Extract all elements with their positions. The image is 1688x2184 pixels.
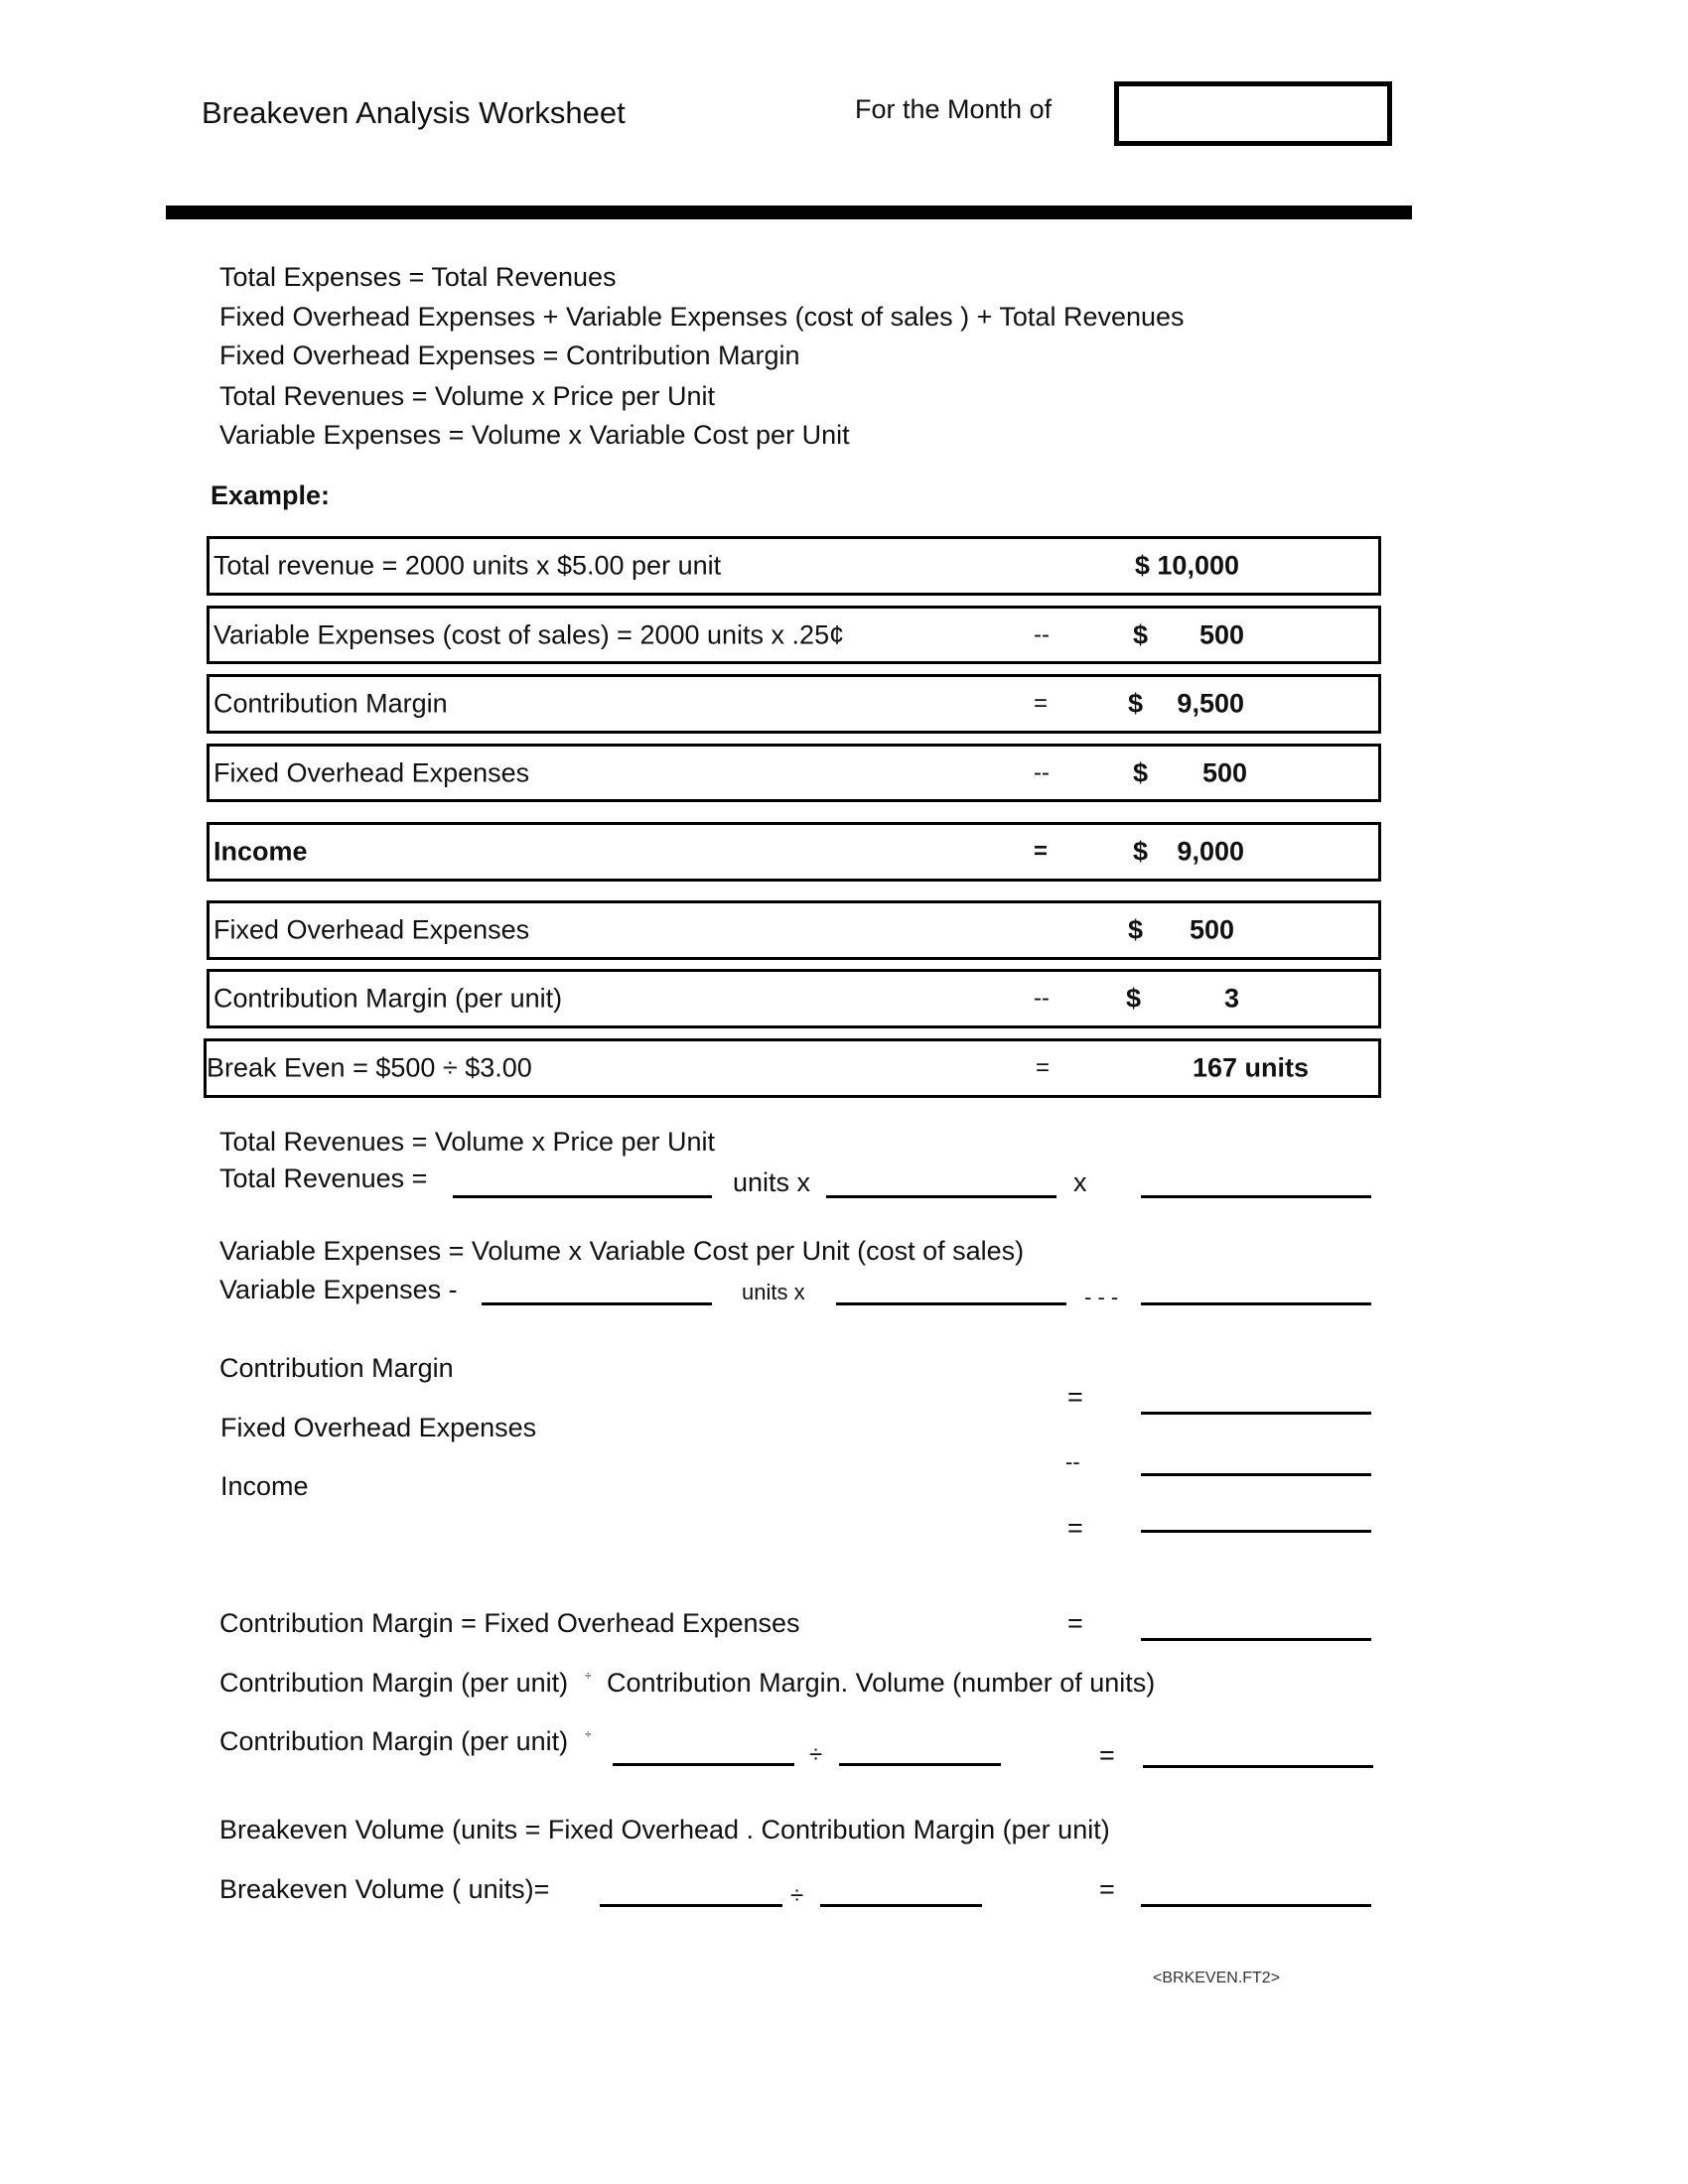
equation: Variable Expenses = Volume x Variable Cost per Unit [219, 420, 850, 450]
breakeven-label: Breakeven Volume ( units)= [219, 1874, 550, 1904]
revenue-volume-blank[interactable] [453, 1195, 712, 1198]
breakeven-numerator-blank[interactable] [600, 1904, 782, 1907]
page-title: Breakeven Analysis Worksheet [202, 95, 626, 130]
variable-dash: - - - [1084, 1285, 1119, 1309]
row-label: Fixed Overhead Expenses [213, 757, 530, 787]
cm-per-unit-result-blank[interactable] [1143, 1765, 1373, 1768]
row-label: Contribution Margin (per unit) [213, 983, 563, 1014]
row-dollar: $ [1133, 619, 1149, 649]
example-row [207, 900, 1381, 960]
example-row [207, 744, 1381, 802]
breakeven-divide: ÷ [790, 1882, 804, 1909]
example-heading: Example: [211, 480, 331, 510]
row-label: Break Even = $500 ÷ $3.00 [207, 1052, 532, 1083]
cm-per-unit-equals: = [1099, 1740, 1115, 1770]
example-row [207, 536, 1381, 596]
revenue-label: Total Revenues = [219, 1163, 428, 1193]
variable-label: Variable Expenses - [219, 1275, 458, 1304]
variable-formula: Variable Expenses = Volume x Variable Cost per Unit (cost of sales) [219, 1236, 1025, 1266]
row-label: Variable Expenses (cost of sales) = 2000 units x .25¢ [213, 619, 845, 649]
row-value: 167 units [1192, 1052, 1309, 1083]
equation: Total Expenses = Total Revenues [219, 262, 617, 292]
cm-per-unit-sup: ÷ [585, 1727, 592, 1741]
equation: Fixed Overhead Expenses + Variable Expenses (cost of sales ) + Total Revenues [219, 302, 1185, 332]
cm-per-unit-denominator-blank[interactable] [839, 1763, 1001, 1766]
variable-units-label: units x [742, 1280, 805, 1304]
equation: Total Revenues = Volume x Price per Unit [219, 381, 715, 411]
variable-cost-blank[interactable] [836, 1302, 1066, 1305]
example-row [207, 606, 1381, 664]
breakeven-equals: = [1099, 1874, 1115, 1904]
variable-volume-blank[interactable] [482, 1302, 712, 1305]
revenue-price-blank[interactable] [826, 1195, 1056, 1198]
row-operator: -- [1034, 985, 1050, 1012]
equation: Fixed Overhead Expenses = Contribution Margin [219, 341, 800, 370]
row-operator: = [1034, 690, 1049, 717]
breakeven-denominator-blank[interactable] [820, 1904, 982, 1907]
cm-per-unit-label: Contribution Margin (per unit) [219, 1726, 569, 1756]
header-divider [166, 205, 1412, 219]
row-label: Fixed Overhead Expenses [213, 914, 530, 945]
cm-equals: = [1067, 1382, 1083, 1412]
cm-per-unit-formula-div: ÷ [585, 1669, 592, 1683]
revenue-formula: Total Revenues = Volume x Price per Unit [219, 1127, 715, 1157]
footer-code: <BRKEVEN.FT2> [1153, 1970, 1281, 1986]
row-value: 9,000 [1177, 836, 1244, 867]
example-row [207, 674, 1381, 734]
revenue-x: x [1073, 1167, 1087, 1197]
row-label: Contribution Margin [213, 688, 448, 719]
contribution-margin-blank[interactable] [1141, 1412, 1371, 1415]
cm-per-unit-formula-a: Contribution Margin (per unit) [219, 1668, 569, 1698]
fixed-overhead-blank[interactable] [1141, 1473, 1371, 1476]
income-equals: = [1067, 1513, 1083, 1543]
revenue-units-label: units x [733, 1167, 811, 1197]
row-value: 9,500 [1177, 688, 1244, 719]
row-operator: -- [1034, 620, 1050, 648]
row-value: 500 [1198, 619, 1244, 649]
row-label: Total revenue = 2000 units x $5.00 per unit [213, 550, 722, 581]
cm-per-unit-formula-b: Contribution Margin. Volume (number of units) [607, 1668, 1156, 1698]
cm-foe-formula: Contribution Margin = Fixed Overhead Expenses [219, 1608, 800, 1638]
income-label: Income [220, 1471, 309, 1501]
row-dollar: $ [1133, 757, 1149, 787]
month-label: For the Month of [855, 94, 1053, 124]
revenue-total-blank[interactable] [1141, 1195, 1371, 1198]
example-row-income [207, 822, 1381, 882]
example-row [207, 969, 1381, 1028]
cm-foe-blank[interactable] [1141, 1638, 1371, 1641]
row-dollar: $ [1126, 983, 1142, 1014]
variable-total-blank[interactable] [1141, 1302, 1371, 1305]
row-dollar: $ [1128, 914, 1144, 945]
row-label: Income [213, 836, 308, 867]
row-value: $ 10,000 [1134, 550, 1239, 581]
row-operator: = [1034, 838, 1049, 865]
cm-per-unit-numerator-blank[interactable] [613, 1763, 794, 1766]
row-operator: = [1036, 1054, 1051, 1081]
fixed-overhead-label: Fixed Overhead Expenses [220, 1413, 537, 1442]
row-dollar: $ [1133, 836, 1149, 867]
row-value: 3 [1223, 983, 1239, 1014]
foe-minus: -- [1065, 1449, 1080, 1474]
month-input-box[interactable] [1114, 81, 1392, 146]
row-dollar: $ [1128, 688, 1144, 719]
income-blank[interactable] [1141, 1530, 1371, 1533]
breakeven-formula: Breakeven Volume (units = Fixed Overhead . Contribution Margin (per unit) [219, 1815, 1110, 1844]
row-operator: -- [1034, 758, 1050, 786]
contribution-margin-label: Contribution Margin [219, 1353, 454, 1383]
cm-per-unit-divide: ÷ [809, 1741, 823, 1768]
example-row-breakeven [204, 1038, 1381, 1098]
cm-foe-equals: = [1067, 1608, 1083, 1638]
breakeven-result-blank[interactable] [1141, 1904, 1371, 1907]
row-value: 500 [1201, 757, 1247, 787]
row-value: 500 [1189, 914, 1234, 945]
